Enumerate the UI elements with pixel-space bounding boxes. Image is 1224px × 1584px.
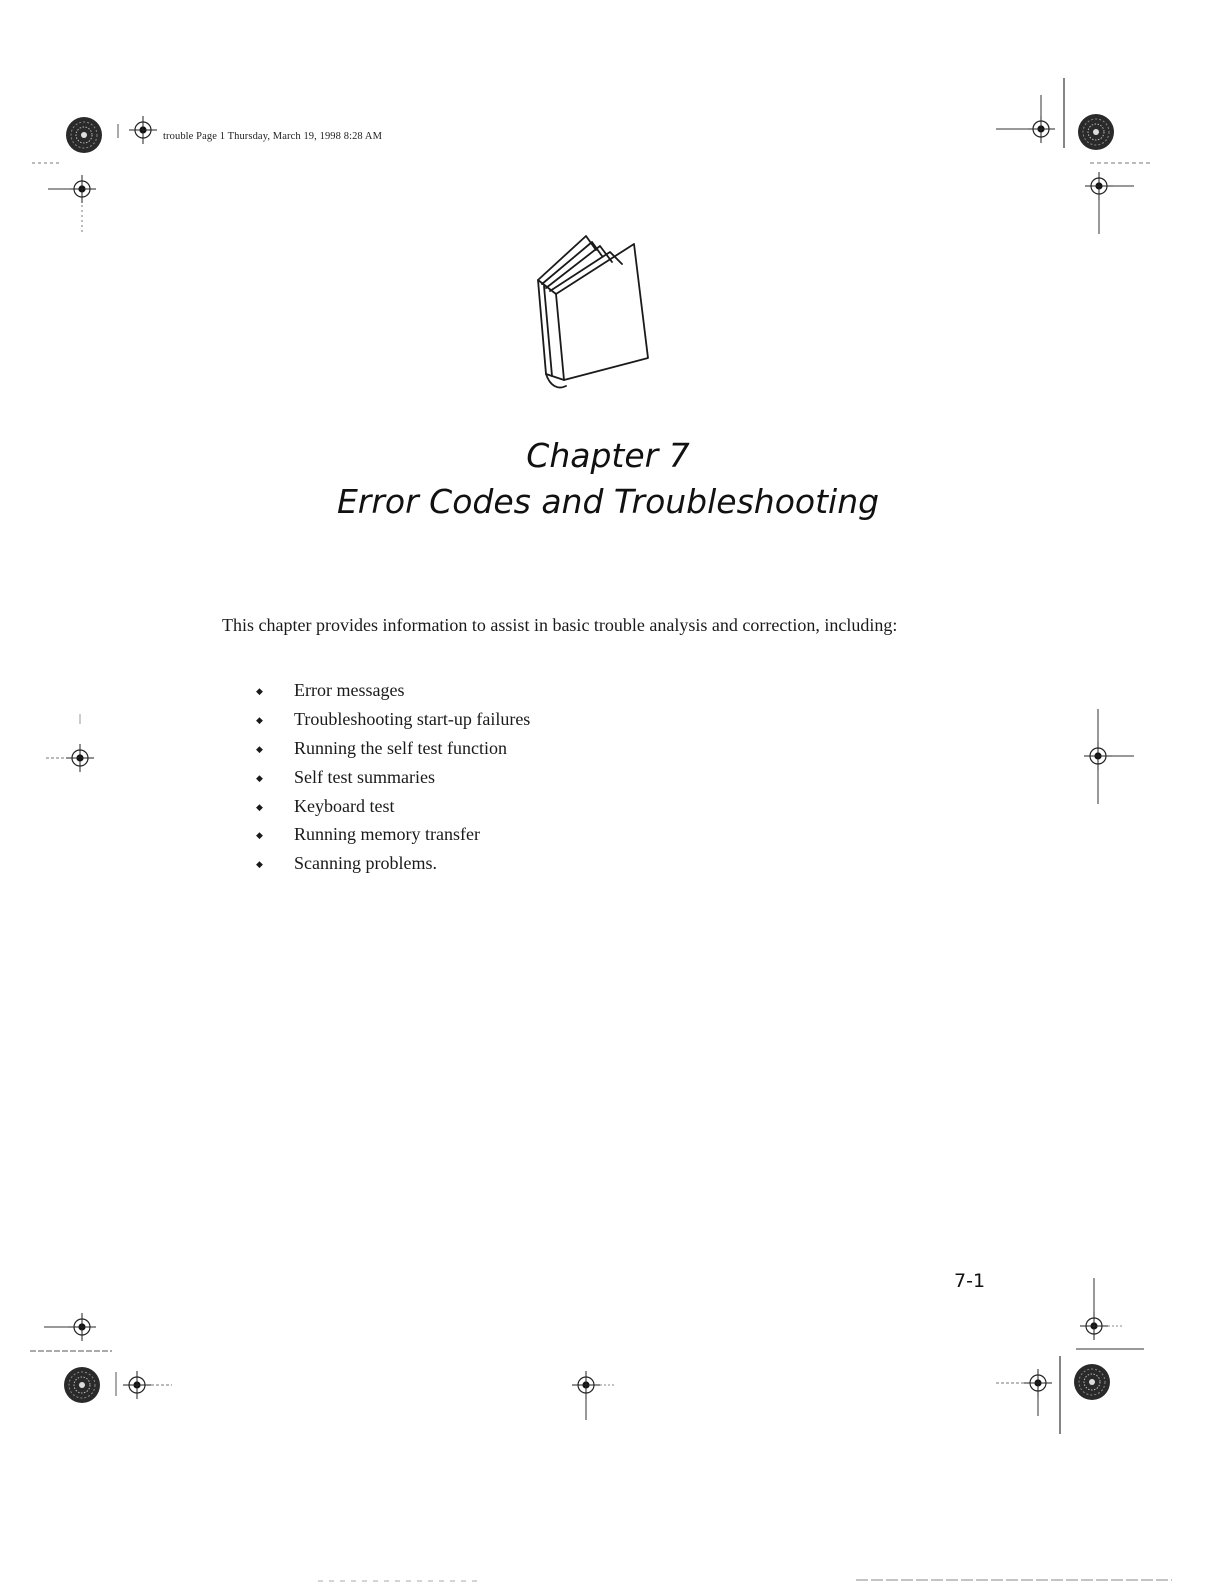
list-item-text: Keyboard test <box>294 795 395 816</box>
registration-mark-icon <box>1078 114 1114 150</box>
registration-mark-icon <box>66 117 102 153</box>
list-item <box>254 676 530 705</box>
list-item-text: Self test summaries <box>294 766 435 787</box>
diamond-bullet-icon: ◆ <box>256 686 263 696</box>
diamond-bullet-icon: ◆ <box>256 743 263 754</box>
page-number: 7-1 <box>954 1270 986 1292</box>
print-target-icon <box>572 1371 600 1399</box>
diamond-bullet-icon: ◆ <box>256 859 263 870</box>
print-target-icon <box>129 116 157 144</box>
list-item-text: Error messages <box>294 680 405 700</box>
diamond-bullet-icon: ◆ <box>256 714 263 725</box>
print-target-icon <box>1084 742 1112 770</box>
registration-mark-icon <box>64 1367 100 1403</box>
intro-paragraph: This chapter provides information to assist in basic trouble analysis and correction, including: <box>222 615 898 635</box>
print-target-icon <box>1024 1369 1052 1397</box>
open-book-icon <box>522 228 654 396</box>
list-item <box>254 734 530 763</box>
diamond-bullet-icon: ◆ <box>256 801 263 812</box>
list-item <box>254 763 530 792</box>
print-target-icon <box>68 1313 96 1341</box>
list-item-text: Running memory transfer <box>294 824 480 845</box>
list-item <box>254 705 530 734</box>
print-target-icon <box>1027 115 1055 143</box>
print-header: trouble Page 1 Thursday, March 19, 1998 8:28 AM <box>163 131 383 142</box>
registration-mark-icon <box>1074 1364 1110 1400</box>
list-item-text: Troubleshooting start-up failures <box>294 708 531 729</box>
topic-list <box>254 676 530 878</box>
list-item-text: Running the self test function <box>294 737 507 758</box>
print-target-icon <box>68 175 96 203</box>
print-target-icon <box>66 744 94 772</box>
print-target-icon <box>123 1371 151 1399</box>
chapter-number-heading: Chapter 7 <box>526 436 690 475</box>
list-item <box>254 792 530 821</box>
diamond-bullet-icon: ◆ <box>256 772 263 783</box>
list-item-text: Scanning problems. <box>294 853 437 874</box>
print-target-icon <box>1085 172 1113 200</box>
diamond-bullet-icon: ◆ <box>256 830 263 841</box>
list-item <box>254 820 530 849</box>
list-item <box>254 849 530 878</box>
print-target-icon <box>1080 1312 1108 1340</box>
chapter-title-heading: Error Codes and Troubleshooting <box>336 482 880 521</box>
